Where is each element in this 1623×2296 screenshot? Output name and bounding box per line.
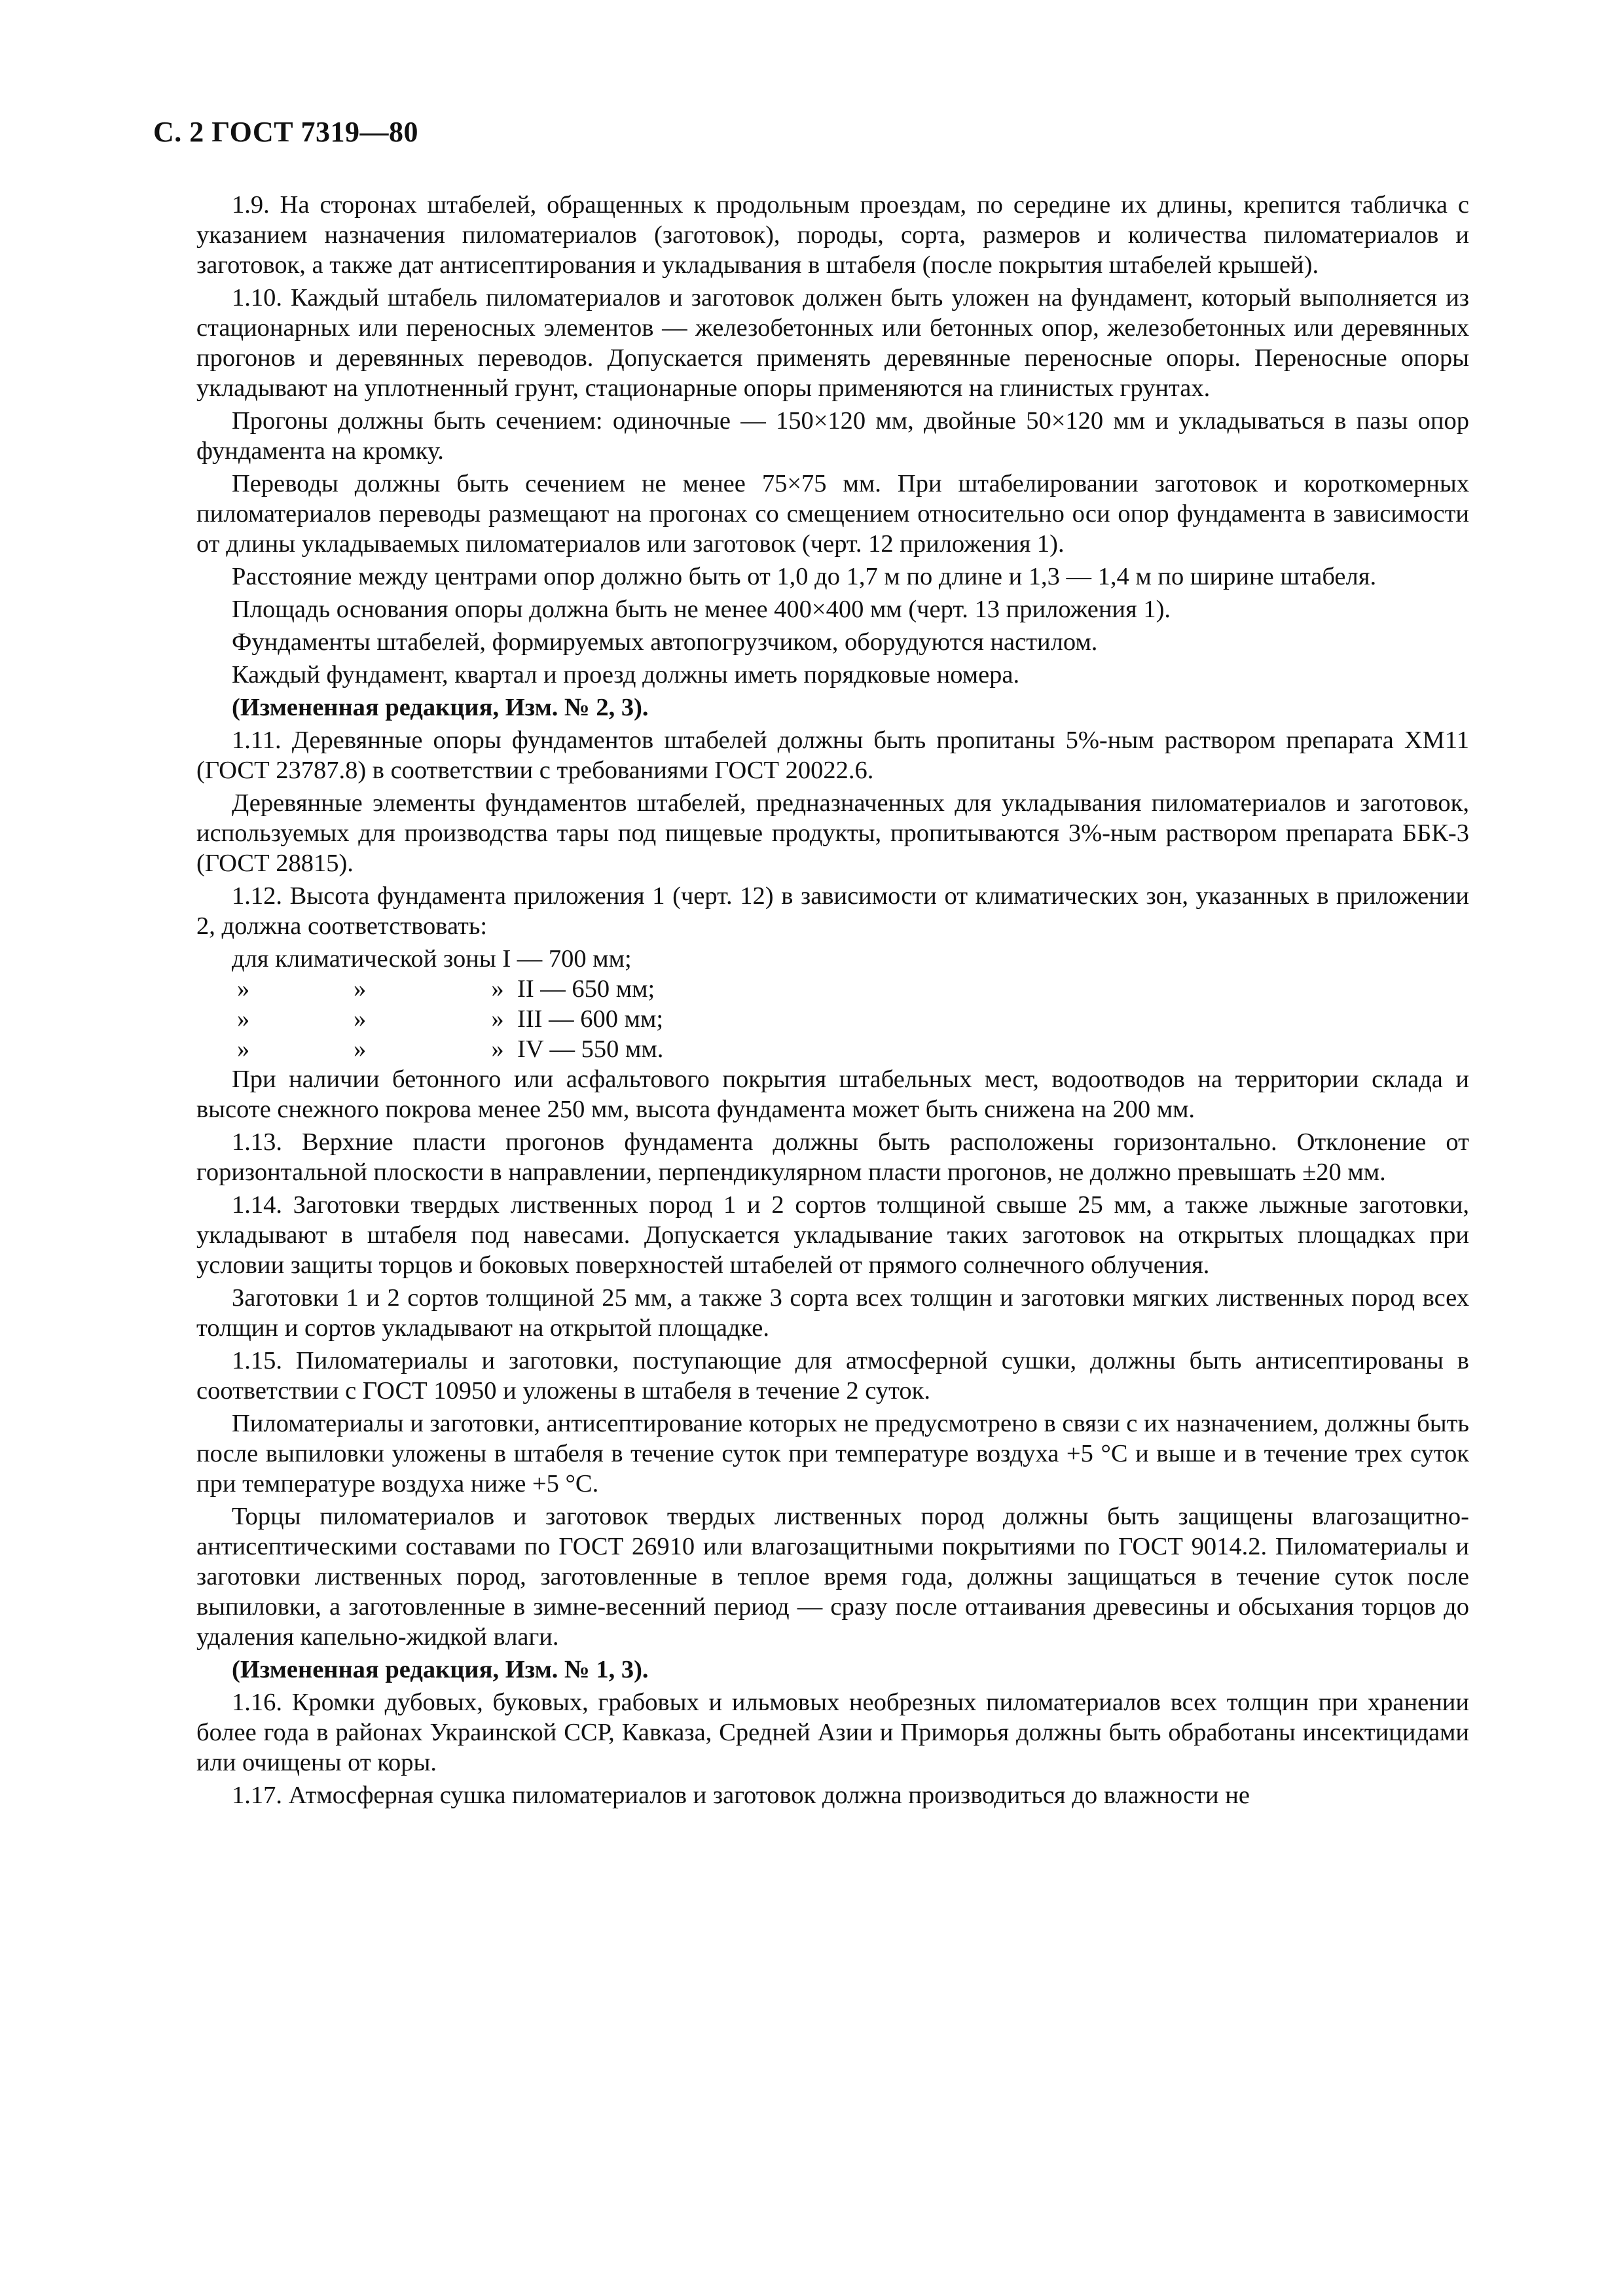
climate-zone-list xyxy=(196,944,1469,1064)
ditto-mark: » xyxy=(237,1005,250,1033)
climate-zone-row xyxy=(196,1004,1469,1034)
climate-zone-row xyxy=(196,974,1469,1004)
paragraph: Фундаменты штабелей, формируемых автопогрузчиком, оборудуются настилом. xyxy=(232,628,1098,656)
climate-zone-value: II — 650 мм; xyxy=(517,975,655,1003)
climate-zone-value: IV — 550 мм. xyxy=(517,1035,664,1063)
paragraph: 1.17. Атмосферная сушка пиломатериалов и заготовок должна производиться до влажности не xyxy=(232,1782,1250,1809)
paragraph: 1.14. Заготовки твердых лиственных пород 1 и 2 сортов толщиной свыше 25 мм, а также лыжные заготовки, укладывают в штабеля под навесами. Допускается укладывание таких заготовок на открытых площадках при условии защиты торцов и боковых поверхностей штабелей от прямого солнечного облучения. xyxy=(196,1191,1469,1279)
ditto-mark: » xyxy=(491,1035,504,1063)
paragraph: При наличии бетонного или асфальтового покрытия штабельных мест, водоотводов на территории склада и высоте снежного покрова менее 250 мм, высота фундамента может быть снижена на 200 мм. xyxy=(196,1066,1469,1123)
ditto-mark: » xyxy=(354,1005,367,1033)
amendment-note: (Измененная редакция, Изм. № 2, 3). xyxy=(232,694,649,721)
climate-zone-rows xyxy=(196,974,1469,1064)
paragraph: 1.16. Кромки дубовых, буковых, грабовых и ильмовых необрезных пиломатериалов всех толщин при хранении более года в районах Украинской ССР, Кавказа, Средней Азии и Приморья должны быть обработаны инсектицидами или очищены от коры. xyxy=(196,1689,1469,1776)
paragraph: Каждый фундамент, квартал и проезд должны иметь порядковые номера. xyxy=(232,661,1020,689)
paragraphs-bottom xyxy=(196,1064,1469,1810)
paragraph: 1.13. Верхние пласти прогонов фундамента должны быть расположены горизонтально. Отклонение от горизонтальной плоскости в направлении, перпендикулярном пласти прогонов, не должно превышать ±20 мм. xyxy=(196,1128,1469,1186)
paragraph: Переводы должны быть сечением не менее 75×75 мм. При штабелировании заготовок и короткомерных пиломатериалов переводы размещают на прогонах со смещением относительно оси опор фундамента в зависимости от длины укладываемых пиломатериалов или заготовок (черт. 12 приложения 1). xyxy=(196,470,1469,558)
paragraph: Деревянные элементы фундаментов штабелей, предназначенных для укладывания пиломатериалов и заготовок, используемых для производства тары под пищевые продукты, пропитываются 3%-ным раствором препарата ББК-3 (ГОСТ 28815). xyxy=(196,789,1469,877)
paragraph: 1.15. Пиломатериалы и заготовки, поступающие для атмосферной сушки, должны быть антисептированы в соответствии с ГОСТ 10950 и уложены в штабеля в течение 2 суток. xyxy=(196,1347,1469,1405)
paragraph: Пиломатериалы и заготовки, антисептирование которых не предусмотрено в связи с их назначением, должны быть после выпиловки уложены в штабеля в течение суток при температуре воздуха +5 °С и выше и в течение трех суток при температуре воздуха ниже +5 °С. xyxy=(196,1410,1469,1498)
ditto-mark: » xyxy=(491,1005,504,1033)
paragraph: 1.10. Каждый штабель пиломатериалов и заготовок должен быть уложен на фундамент, который выполняется из стационарных или переносных элементов — железобетонных или бетонных опор, железобетонных или деревянных прогонов и деревянных переводов. Допускается применять деревянные переносные опоры. Переносные опоры укладывают на уплотненный грунт, стационарные опоры применяются на глинистых грунтах. xyxy=(196,284,1469,402)
document-body xyxy=(196,190,1469,1813)
paragraph: Заготовки 1 и 2 сортов толщиной 25 мм, а также 3 сорта всех толщин и заготовки мягких лиственных пород всех толщин и сортов укладывают на открытой площадке. xyxy=(196,1284,1469,1342)
ditto-mark: » xyxy=(237,975,250,1003)
climate-zone-value: III — 600 мм; xyxy=(517,1005,664,1033)
paragraph: 1.9. На сторонах штабелей, обращенных к продольным проездам, по середине их длины, крепится табличка с указанием назначения пиломатериалов (заготовок), породы, сорта, размеров и количества пиломатериалов и заготовок, а также дат антисептирования и укладывания в штабеля (после покрытия штабелей крышей). xyxy=(196,191,1469,279)
amendment-note: (Измененная редакция, Изм. № 1, 3). xyxy=(232,1656,649,1683)
ditto-mark: » xyxy=(354,1035,367,1063)
paragraph: 1.12. Высота фундамента приложения 1 (черт. 12) в зависимости от климатических зон, указанных в приложении 2, должна соответствовать: xyxy=(196,882,1469,940)
climate-zone-row xyxy=(196,1034,1469,1064)
page-header: С. 2 ГОСТ 7319—80 xyxy=(153,116,419,148)
climate-zone-first-line: для климатической зоны I — 700 мм; xyxy=(232,945,632,973)
paragraph: Торцы пиломатериалов и заготовок твердых лиственных пород должны быть защищены влагозащитно-антисептическими составами по ГОСТ 26910 или влагозащитными покрытиями по ГОСТ 9014.2. Пиломатериалы и заготовки лиственных пород, заготовленные в теплое время года, должны защищаться в течение суток после выпиловки, а заготовленные в зимне-весенний период — сразу после оттаивания древесины и обсыхания торцов до удаления капельно-жидкой влаги. xyxy=(196,1503,1469,1651)
paragraph: Площадь основания опоры должна быть не менее 400×400 мм (черт. 13 приложения 1). xyxy=(232,596,1171,623)
ditto-mark: » xyxy=(354,975,367,1003)
ditto-mark: » xyxy=(237,1035,250,1063)
paragraph: 1.11. Деревянные опоры фундаментов штабелей должны быть пропитаны 5%-ным раствором препарата ХМ11 (ГОСТ 23787.8) в соответствии с требованиями ГОСТ 20022.6. xyxy=(196,726,1469,784)
ditto-mark: » xyxy=(491,975,504,1003)
paragraph: Прогоны должны быть сечением: одиночные — 150×120 мм, двойные 50×120 мм и укладываться в пазы опор фундамента на кромку. xyxy=(196,407,1469,465)
paragraph: Расстояние между центрами опор должно быть от 1,0 до 1,7 м по длине и 1,3 — 1,4 м по ширине штабеля. xyxy=(232,563,1377,590)
paragraphs-top xyxy=(196,190,1469,941)
